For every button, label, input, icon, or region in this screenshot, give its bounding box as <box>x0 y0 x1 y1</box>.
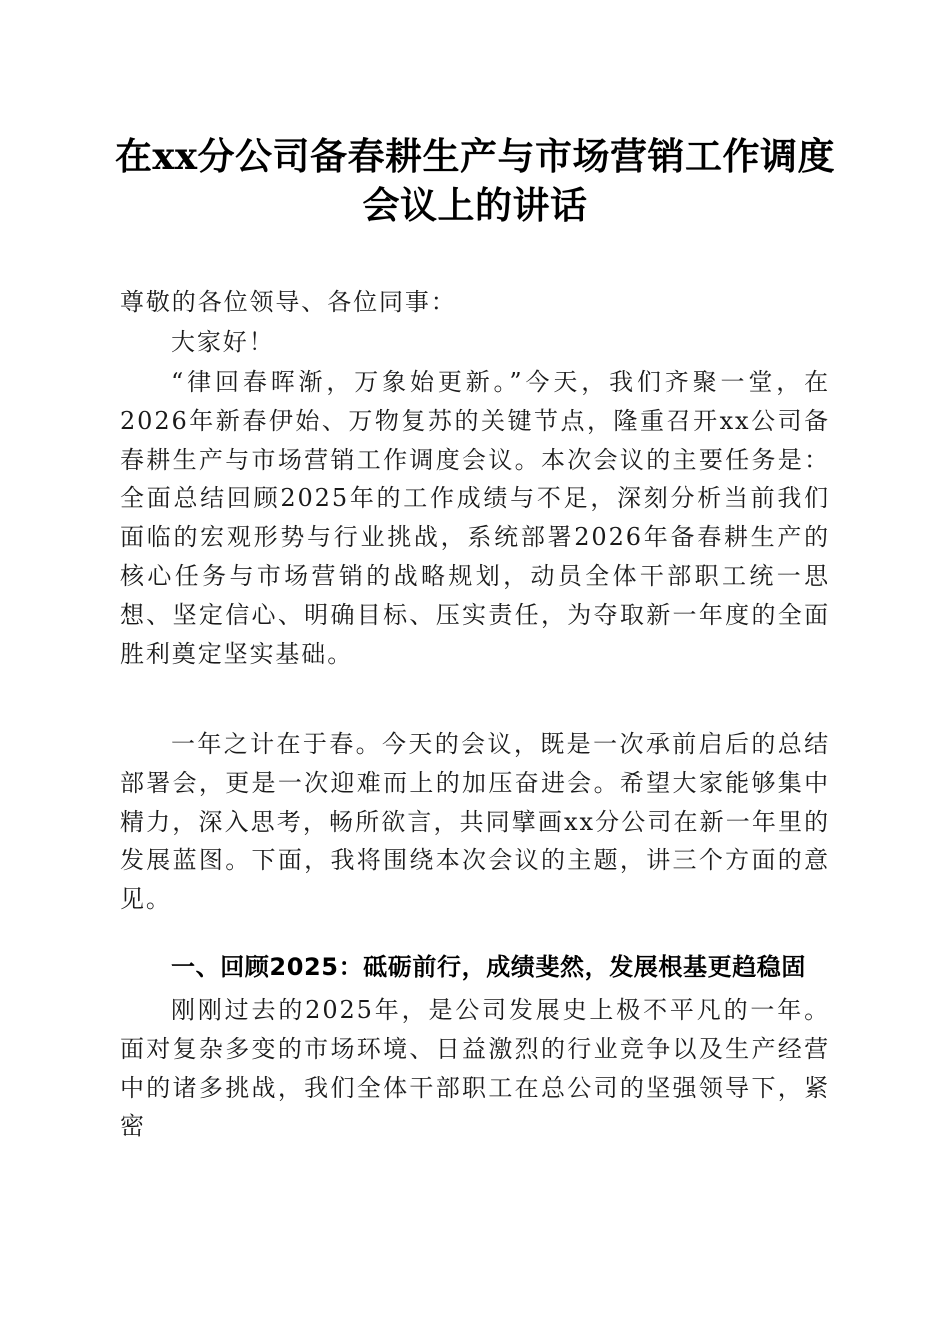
document-title <box>110 132 840 230</box>
title-line-1: 在xx分公司备春耕生产与市场营销工作调度 <box>114 134 836 178</box>
title-line-2: 会议上的讲话 <box>362 183 588 227</box>
paragraph-review-2025: 刚刚过去的2025年，是公司发展史上极不平凡的一年。面对复杂多变的市场环境、日益激烈的行业竞争以及生产经营中的诸多挑战，我们全体干部职工在总公司的坚强领导下，紧密 <box>120 996 830 1141</box>
salutation: 尊敬的各位领导、各位同事： <box>120 288 457 316</box>
paragraph-intro: “律回春晖渐，万象始更新。”今天，我们齐聚一堂，在2026年新春伊始、万物复苏的关键节点，隆重召开xx公司备春耕生产与市场营销工作调度会议。本次会议的主要任务是：全面总结回顾2025年的工作成绩与不足，深刻分析当前我们面临的宏观形势与行业挑战，系统部署2026年备春耕生产的核心任务与市场营销的战略规划，动员全体干部职工统一思想、坚定信心、明确目标、压实责任，为夺取新一年度的全面胜利奠定坚实基础。 <box>120 368 830 668</box>
paragraph-meeting-purpose: 一年之计在于春。今天的会议，既是一次承前启后的总结部署会，更是一次迎难而上的加压奋进会。希望大家能够集中精力，深入思考，畅所欲言，共同擘画xx分公司在新一年里的发展蓝图。下面，我将围绕本次会议的主题，讲三个方面的意见。 <box>120 730 830 914</box>
greeting: 大家好！ <box>171 328 275 356</box>
section-heading-1: 一、回顾2025：砥砺前行，成绩斐然，发展根基更趋稳固 <box>171 953 806 981</box>
